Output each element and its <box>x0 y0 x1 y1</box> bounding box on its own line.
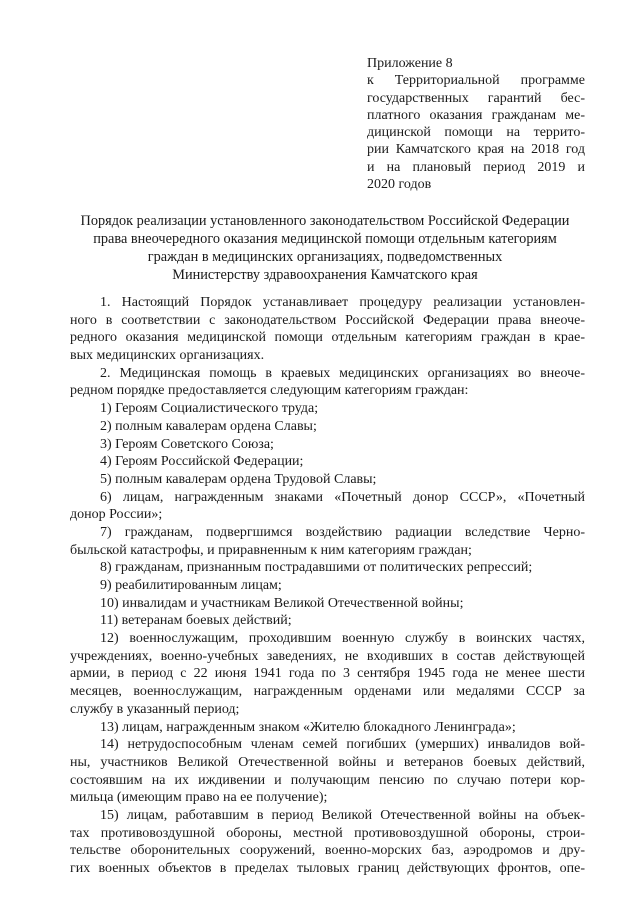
body-line: 10) инвалидам и участникам Великой Отечественной войны; <box>100 595 464 611</box>
annex-line: и на плановый период 2019 и <box>367 159 585 175</box>
annex-line: 2020 годов <box>367 177 432 193</box>
body-line: редного оказания медицинской помощи отдельным категориям граждан в крае- <box>70 330 585 346</box>
body-line: ны, участников Великой Отечественной войны и ветеранов боевых действий, <box>70 754 585 770</box>
body-line: месяцев, военнослужащим, награжденным орденами или медалями СССР за <box>70 684 585 700</box>
title-line: Порядок реализации установленного законодательством Российской Федерации <box>80 213 570 229</box>
body-line: 1. Настоящий Порядок устанавливает процедуру реализации установлен- <box>100 295 585 310</box>
body-line: 9) реабилитированным лицам; <box>100 578 282 593</box>
title-line: граждан в медицинских организациях, подведомственных <box>147 249 503 265</box>
annex-line: к Территориальной программе <box>367 73 585 89</box>
document-body <box>70 294 585 878</box>
body-line: 2. Медицинская помощь в краевых медицинских организациях во внеоче- <box>100 365 585 381</box>
annex-line: платного оказания гражданам ме- <box>367 107 585 123</box>
body-line: тельстве оборонительных сооружений, военно-морских баз, аэродромов и дру- <box>70 843 585 859</box>
body-line: 8) гражданам, признанным пострадавшими от политических репрессий; <box>100 560 533 576</box>
annex-line: рии Камчатского края на 2018 год <box>367 142 585 158</box>
body-line: 2) полным кавалерам ордена Славы; <box>100 418 317 434</box>
body-line: учреждениях, военно-учебных заведениях, не входивших в состав действующей <box>70 648 585 664</box>
body-line: редном порядке предоставляется следующим категориям граждан: <box>70 383 469 399</box>
body-line: быльской катастрофы, и приравненным к ним категориям граждан; <box>70 542 472 558</box>
annex-header <box>367 55 585 193</box>
body-line: службу в указанный период; <box>70 701 240 717</box>
body-line: армии, в период с 22 июня 1941 года по 3 сентября 1945 года не менее шести <box>70 666 585 682</box>
title-line: Министерству здравоохранения Камчатского края <box>172 267 478 283</box>
annex-line: государственных гарантий бес- <box>367 90 585 106</box>
body-line: вых медицинских организациях. <box>70 348 265 364</box>
body-line: состоявшим на их иждивении и получающим пенсию по случаю потери кор- <box>70 772 585 788</box>
body-line: 3) Героям Советского Союза; <box>100 436 274 452</box>
body-line: донор России»; <box>70 507 163 523</box>
body-line: гих военных объектов в пределах тыловых границ действующих фронтов, опе- <box>70 861 585 876</box>
body-line: ного в соответствии с законодательством Российской Федерации права внеоче- <box>70 312 585 328</box>
document-title <box>60 212 590 284</box>
body-line: 14) нетрудоспособным членам семей погибших (умерших) инвалидов вой- <box>100 737 585 753</box>
body-line: тах противовоздушной обороны, местной противовоздушной обороны, строи- <box>70 825 585 841</box>
annex-line: дицинской помощи на террито- <box>367 125 585 141</box>
body-line: 12) военнослужащим, проходившим военную службу в воинских частях, <box>100 631 585 647</box>
body-line: 15) лицам, работавшим в период Великой Отечественной войны на объек- <box>100 807 585 823</box>
body-line: 6) лицам, награжденным знаками «Почетный донор СССР», «Почетный <box>100 489 585 505</box>
body-line: 1) Героям Социалистического труда; <box>100 401 319 417</box>
body-line: 5) полным кавалерам ордена Трудовой Славы; <box>100 471 377 487</box>
body-line: 4) Героям Российской Федерации; <box>100 454 304 470</box>
title-line: права внеочередного оказания медицинской помощи отдельным категориям <box>93 231 557 247</box>
body-line: 13) лицам, награжденным знаком «Жителю блокадного Ленинграда»; <box>100 719 516 735</box>
body-line: 7) гражданам, подвергшимся воздействию радиации вследствие Черно- <box>100 524 585 540</box>
body-line: 11) ветеранам боевых действий; <box>100 613 292 629</box>
body-line: мильца (имеющим право на ее получение); <box>70 790 328 806</box>
annex-line: Приложение 8 <box>367 56 453 71</box>
